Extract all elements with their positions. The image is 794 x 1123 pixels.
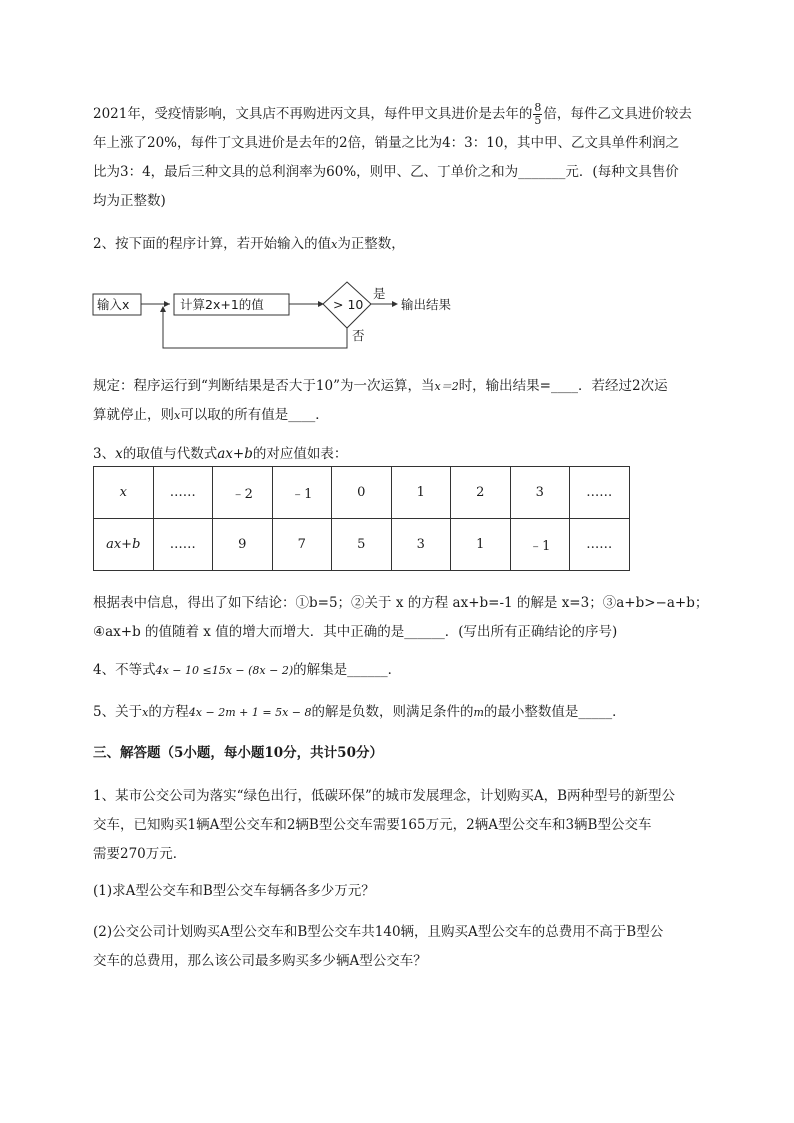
question-1-continued — [93, 100, 743, 216]
table-cell: …… — [153, 467, 213, 519]
table-row-x — [94, 467, 630, 519]
question-2-intro: 2、按下面的程序计算，若开始输入的值x为正整数， — [93, 236, 405, 252]
table-cell: 9 — [213, 519, 273, 571]
q1-line-4: 均为正整数) — [93, 193, 166, 209]
question-2-rule: 规定：程序运行到“判断结果是否大于10”为一次运算，当x＝2时，输出结果=____．若经过2次运 算就停止，则x可以取的所有值是____． — [93, 378, 668, 423]
question-3-conclusions: 根据表中信息，得出了如下结论：①b=5；②关于 x 的方程 ax+b=-1 的解是 x=3；③a+b>−a+b； ④ax+b 的值随着 x 值的增大而增大．其中正确的是______．(写出所有正确结论的序号) — [93, 595, 709, 640]
flow-decision-label: > 10 — [333, 297, 364, 312]
fraction-eight-fifths: $\frac{8}{5}$ — [534, 101, 542, 127]
table-cell: 3 — [510, 467, 570, 519]
question-5: 5、关于x的方程4x − 2m + 1 = 5x − 8的解是负数，则满足条件的m的最小整数值是_____． — [93, 704, 626, 720]
table-cell: ﹣2 — [213, 467, 273, 519]
table-cell: ﹣1 — [510, 519, 570, 571]
flow-yes-label: 是 — [373, 286, 386, 301]
table-cell: 7 — [272, 519, 332, 571]
table-cell: 0 — [332, 467, 392, 519]
q1-line-2: 年上涨了20%，每件丁文具进价是去年的2倍，销量之比为4：3：10，其中甲、乙文具单件利润之 — [93, 135, 679, 151]
flow-no-label: 否 — [352, 328, 365, 343]
table-cell: 5 — [332, 519, 392, 571]
table-cell: 3 — [391, 519, 451, 571]
q1-line-1: 2021年，受疫情影响，文具店不再购进丙文具，每件甲文具进价是去年的 $\frac{8}{5}$ 倍，每件乙文具进价较去 — [93, 101, 692, 127]
solution-question-1-part-2: (2)公交公司计划购买A型公交车和B型公交车共140辆，且购买A型公交车的总费用不高于B型公 交车的总费用，那么该公司最多购买多少辆A型公交车？ — [93, 924, 664, 969]
flow-compute-label: 计算2x+1的值 — [180, 297, 264, 312]
table-cell: …… — [570, 467, 630, 519]
section-heading: 三、解答题（5小题，每小题10分，共计50分） — [93, 745, 383, 761]
table-cell: ax+b — [94, 519, 154, 571]
solution-question-1: 1、某市公交公司为落实“绿色出行，低碳环保”的城市发展理念，计划购买A，B两种型号的新型公 交车，已知购买1辆A型公交车和2辆B型公交车需要165万元，2辆A型公交车和3辆B型公交车 需要270万元． — [93, 788, 676, 862]
table-cell: ﹣1 — [272, 467, 332, 519]
table-cell: 2 — [451, 467, 511, 519]
solution-question-1-part-1: (1)求A型公交车和B型公交车每辆各多少万元？ — [93, 883, 375, 899]
question-4: 4、不等式4x − 10 ≤15x − (8x − 2)的解集是______． — [93, 662, 402, 678]
table-cell: …… — [570, 519, 630, 571]
table-row-expr — [94, 519, 630, 571]
flow-input-label: 输入x — [97, 297, 130, 312]
question-3-intro: 3、x的取值与代数式ax+b的对应值如表： — [93, 446, 348, 462]
flow-output-label: 输出结果 — [401, 297, 452, 312]
table-cell: 1 — [451, 519, 511, 571]
table-cell: 1 — [391, 467, 451, 519]
flowchart — [0, 280, 794, 360]
table-cell: x — [94, 467, 154, 519]
q1-line-3: 比为3：4，最后三种文具的总利润率为60%，则甲、乙、丁单价之和为_______元．(每种文具售价 — [93, 164, 679, 180]
values-table — [93, 466, 630, 571]
table-cell: …… — [153, 519, 213, 571]
